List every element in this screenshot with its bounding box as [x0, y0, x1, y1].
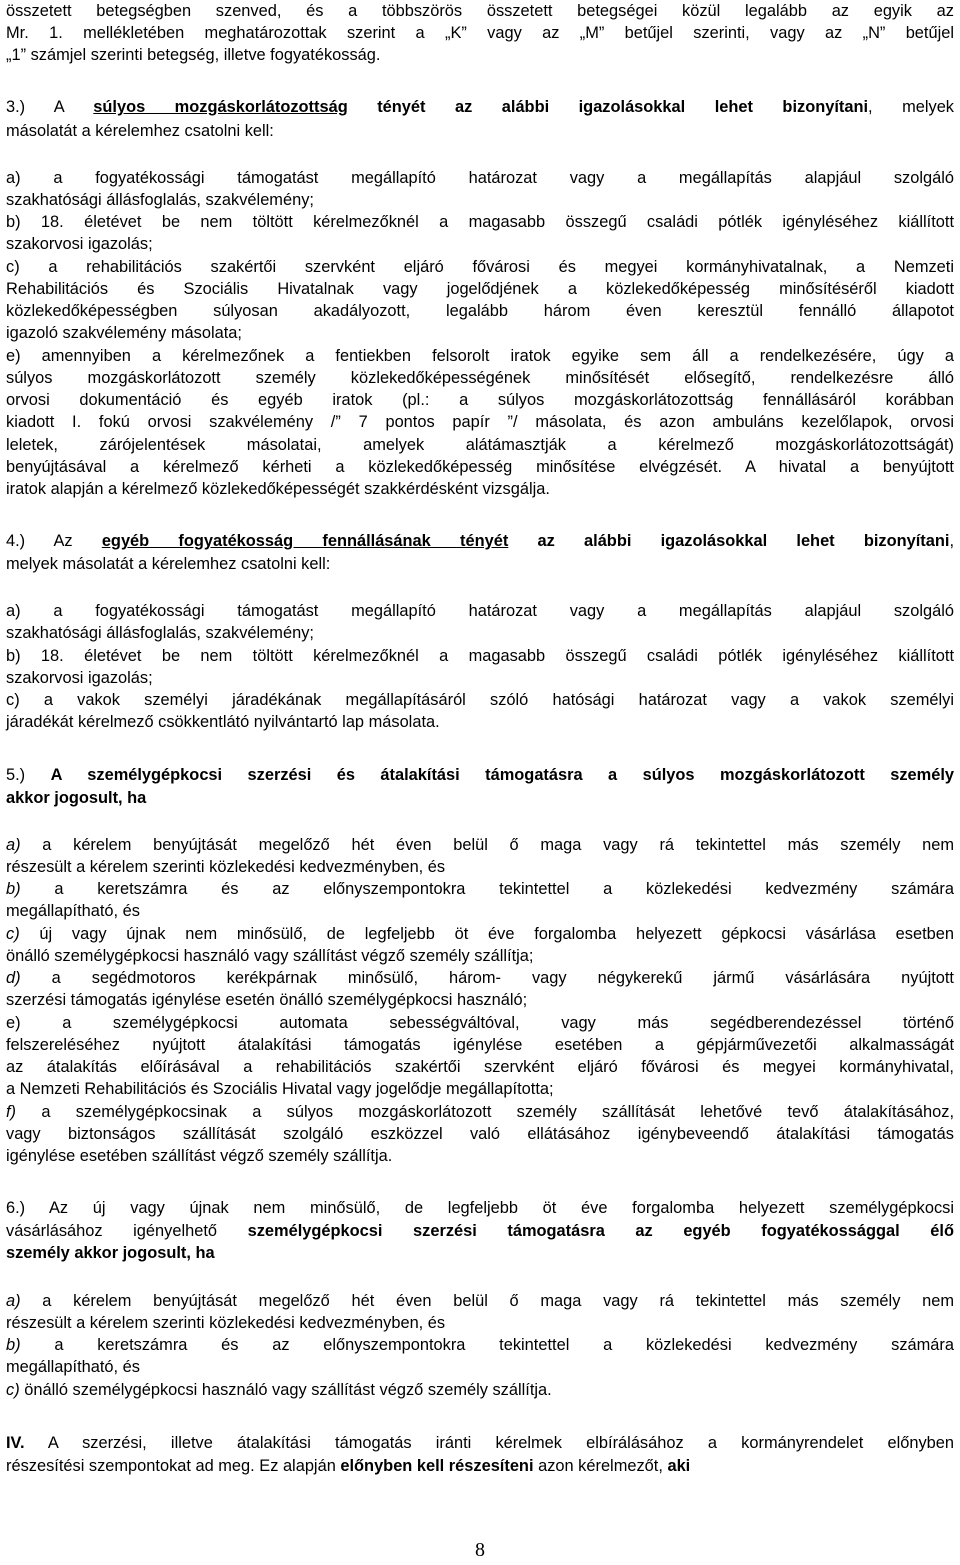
section-iv-line-2 [6, 1455, 954, 1477]
s5-item-e: e) a személygépkocsi automata sebességváltóval, vagy más segédberendezéssel történő [6, 1014, 954, 1032]
s3-item-line: súlyos mozgáskorlátozott személy közlekedőképességének minősítését elősegítő, rendelkezésre álló [6, 369, 954, 387]
item-text: a személygépkocsinak a súlyos mozgáskorlátozott személy szállítását lehetővé tevő átalakításához, [41, 1103, 954, 1121]
s6-item-a-cont: részesült a kérelem szerinti közlekedési kedvezményben, és [6, 1314, 446, 1332]
section-4-line-2: melyek másolatát a kérelemhez csatolni kell: [6, 555, 331, 573]
s6-item-c [6, 1379, 954, 1401]
section-5-heading-line-2: akkor jogosult, ha [6, 789, 147, 807]
s5-item-e-cont: felszereléséhez nyújtott átalakítási támogatás igénylése esetében a gépjárművezetői alkalmasságát [6, 1036, 954, 1054]
item-label: c) [6, 1381, 20, 1399]
section-iv-line-2-bold: előnyben kell részesíteni [340, 1457, 534, 1475]
s3-item-line: c) a rehabilitációs szakértői szervként eljáró fővárosi és megyei kormányhivatalnak, a Nemzeti [6, 258, 954, 276]
item-label: b) [6, 880, 21, 898]
s3-item-line: igazoló szakvélemény másolata; [6, 324, 242, 342]
s3-item-line: iratok alapján a kérelmező közlekedőképességét szakkérdésként vizsgálja. [6, 480, 550, 498]
s3-item-line: e) amennyiben a kérelmezőnek a fentiekben felsorolt iratok egyike sem áll a rendelkezésére, úgy a [6, 347, 954, 365]
s3-item-line: leletek, zárójelentések másolatai, amelyek alátámasztják a kérelmező mozgáskorlátozottságát) [6, 436, 954, 454]
s6-item-a [6, 1290, 954, 1312]
s6-item-b [6, 1334, 954, 1356]
intro-line-3: „1” számjel szerinti betegség, illetve fogyatékosság. [6, 46, 381, 64]
intro-line-1: összetett betegségben szenved, és a többszörös összetett betegségei közül legalább az egyik az [6, 2, 954, 20]
s3-item-line: közlekedőképességben súlyosan akadályozott, legalább három éven keresztül fennálló állapotot [6, 302, 954, 320]
item-label: c) [6, 925, 20, 943]
item-text: a kérelem benyújtását megelőző hét éven belül ő maga vagy rá tekintettel más személy nem [42, 836, 954, 854]
s3-item-line: Rehabilitációs és Szociális Hivatalnak vagy jogelődjének a közlekedőképesség minősítéséről kiadott [6, 280, 954, 298]
s5-item-c [6, 923, 954, 945]
intro-line-2: Mr. 1. mellékletében meghatározottak szerint a „K” vagy az „M” betűjel szerinti, vagy az „N” betűjel [6, 24, 954, 42]
section-6-line-2-bold: személygépkocsi szerzési támogatásra az egyéb fogyatékossággal élő [247, 1222, 954, 1240]
section-5-heading-text: A személygépkocsi szerzési és átalakítási támogatásra a súlyos mozgáskorlátozott személy [50, 766, 955, 784]
s5-item-b-cont: megállapítható, és [6, 902, 140, 920]
section-3-pre: A [53, 98, 64, 116]
section-iv-number: IV. [6, 1434, 25, 1452]
s5-item-f-cont: igénylése esetében szállítást végző személy szállítja. [6, 1147, 393, 1165]
section-4-tail: , [949, 532, 955, 550]
s6-item-b-cont: megállapítható, és [6, 1358, 140, 1376]
item-text: a keretszámra és az előnyszempontokra tekintettel a közlekedési kedvezmény számára [54, 1336, 954, 1354]
s3-item-line: szakhatósági állásfoglalás, szakvélemény; [6, 191, 314, 209]
item-text: a kérelem benyújtását megelőző hét éven belül ő maga vagy rá tekintettel más személy nem [42, 1292, 954, 1310]
s5-item-a-cont: részesült a kérelem szerinti közlekedési kedvezményben, és [6, 858, 446, 876]
s4-item-line: a) a fogyatékossági támogatást megállapító határozat vagy a megállapítás alapjául szolgáló [6, 602, 954, 620]
s5-item-d [6, 967, 954, 989]
s4-item-line: c) a vakok személyi járadékának megállapításáról szóló hatósági határozat vagy a vakok személyi [6, 691, 954, 709]
s3-item-line: orvosi dokumentáció és egyéb iratok (pl.: a súlyos mozgáskorlátozottság fennállásáról korábban [6, 391, 954, 409]
section-6-line-2-pre: vásárlásához igényelhető [6, 1222, 217, 1240]
s3-item-line: kiadott I. fokú orvosi szakvélemény /” 7 pontos papír ”/ másolata, és azon ambuláns kezelőlapok, orvosi [6, 413, 954, 431]
section-5-heading [6, 764, 954, 786]
section-3-number: 3.) [6, 98, 26, 116]
s5-item-a [6, 834, 954, 856]
section-6-line-2 [6, 1220, 954, 1242]
item-text: a segédmotoros kerékpárnak minősülő, három- vagy négykerekű jármű vásárlására nyújtott [51, 969, 954, 987]
s4-item-line: szakhatósági állásfoglalás, szakvélemény; [6, 624, 314, 642]
s4-item-line: járadékát kérelmező csökkentlátó nyilvántartó lap másolata. [6, 713, 440, 731]
item-label: b) [6, 1336, 21, 1354]
section-6-line-1: Az új vagy újnak nem minősülő, de legfeljebb öt éve forgalomba helyezett személygépkocsi [48, 1199, 954, 1217]
item-text: önálló személygépkocsi használó vagy szállítást végző személy szállítja. [24, 1381, 552, 1399]
item-label: f) [6, 1103, 17, 1121]
s4-item-line: b) 18. életévet be nem töltött kérelmezőknél a magasabb összegű családi pótlék igényléséhez kiállított [6, 647, 954, 665]
section-4-pre: Az [53, 532, 73, 550]
s5-item-b [6, 878, 954, 900]
item-label: a) [6, 836, 21, 854]
section-6-line-3: személy akkor jogosult, ha [6, 1244, 215, 1262]
section-4-heading [6, 530, 954, 552]
section-3-line-2: másolatát a kérelemhez csatolni kell: [6, 122, 274, 140]
s4-item-line: szakorvosi igazolás; [6, 669, 153, 687]
section-6-heading [6, 1197, 954, 1219]
s5-item-e-cont: az átalakítás előírásával a rehabilitációs szakértői szervként eljáró fővárosi és megyei kormányhivatal, [6, 1058, 954, 1076]
section-4-number: 4.) [6, 532, 26, 550]
item-label: d) [6, 969, 21, 987]
section-3-underlined: súlyos mozgáskorlátozottság [93, 98, 348, 116]
s3-item-line: szakorvosi igazolás; [6, 235, 153, 253]
s5-item-f-cont: vagy biztonságos szállítását szolgáló eszközzel való ellátásához igénybeveendő átalakítási támogatás [6, 1125, 954, 1143]
section-iv-line-2-bold-end: aki [667, 1457, 691, 1475]
s3-item-line: a) a fogyatékossági támogatást megállapító határozat vagy a megállapítás alapjául szolgáló [6, 169, 954, 187]
item-text: a keretszámra és az előnyszempontokra tekintettel a közlekedési kedvezmény számára [54, 880, 954, 898]
page-number: 8 [475, 1539, 485, 1561]
item-text: új vagy újnak nem minősülő, de legfeljebb öt éve forgalomba helyezett gépkocsi vásárlása esetben [39, 925, 954, 943]
section-5-number: 5.) [6, 766, 26, 784]
section-4-bold: az alábbi igazolásokkal lehet bizonyítani [537, 532, 950, 550]
section-3-tail: , melyek [868, 98, 955, 116]
section-3-bold: tényét az alábbi igazolásokkal lehet bizonyítani [377, 98, 869, 116]
section-3-heading [6, 96, 954, 118]
section-iv-line-2-mid: azon kérelmezőt, [538, 1457, 663, 1475]
section-iv-line-2-pre: részesítési szempontokat ad meg. Ez alapján [6, 1457, 336, 1475]
s3-item-line: benyújtásával a kérelmező kérheti a közlekedőképesség minősítése elvégzését. A hivatal a benyújtott [6, 458, 954, 476]
section-6-number: 6.) [6, 1199, 26, 1217]
s3-item-line: b) 18. életévet be nem töltött kérelmezőknél a magasabb összegű családi pótlék igényléséhez kiállított [6, 213, 954, 231]
section-iv-heading [6, 1432, 954, 1454]
item-label: a) [6, 1292, 21, 1310]
s5-item-c-cont: önálló személygépkocsi használó vagy szállítást végző személy szállítja; [6, 947, 534, 965]
s5-item-f [6, 1101, 954, 1123]
s5-item-e-cont: a Nemzeti Rehabilitációs és Szociális Hivatal vagy jogelődje megállapította; [6, 1080, 554, 1098]
s5-item-d-cont: szerzési támogatás igénylése esetén önálló személygépkocsi használó; [6, 991, 528, 1009]
section-4-underlined: egyéb fogyatékosság fennállásának tényét [101, 532, 509, 550]
section-iv-line-1: A szerzési, illetve átalakítási támogatás iránti kérelmek elbírálásához a kormányrendelet előnyben [47, 1434, 954, 1452]
